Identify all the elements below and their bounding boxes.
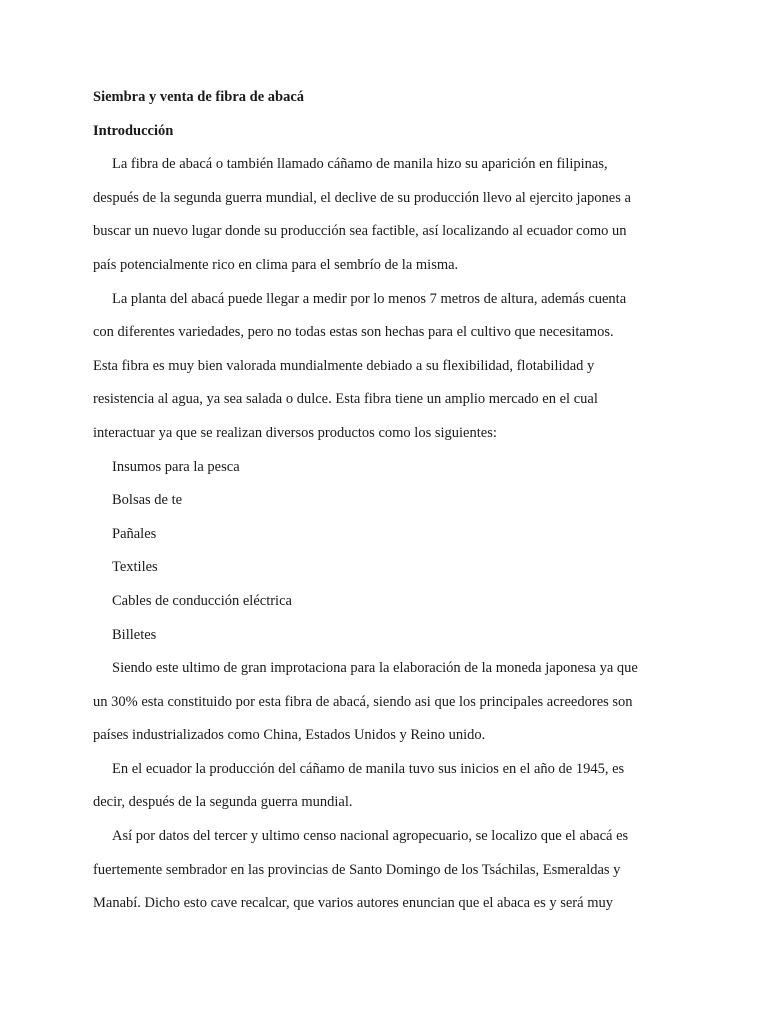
paragraph-line: país potencialmente rico en clima para el sembrío de la misma. (93, 256, 459, 273)
document-body (93, 86, 673, 926)
paragraph-line: Manabí. Dicho esto cave recalcar, que varios autores enuncian que el abaca es y será muy (93, 895, 613, 912)
paragraph-line: interactuar ya que se realizan diversos productos como los siguientes: (93, 424, 497, 441)
list-item: Bolsas de te (112, 492, 183, 509)
list-item: Billetes (112, 626, 157, 643)
paragraph-line: países industrializados como China, Estados Unidos y Reino unido. (93, 727, 486, 744)
paragraph-line: decir, después de la segunda guerra mundial. (93, 794, 353, 811)
paragraph-line: Siendo este ultimo de gran improtaciona para la elaboración de la moneda japonesa ya que (112, 660, 638, 677)
paragraph-line: Esta fibra es muy bien valorada mundialmente debiado a su flexibilidad, flotabilidad y (93, 357, 595, 374)
paragraph-line: Así por datos del tercer y ultimo censo nacional agropecuario, se localizo que el abacá es (112, 828, 629, 845)
paragraph-line: con diferentes variedades, pero no todas estas son hechas para el cultivo que necesitamos. (93, 324, 614, 341)
list-item: Insumos para la pesca (112, 458, 240, 475)
section-heading: Introducción (93, 122, 174, 139)
list-item: Cables de conducción eléctrica (112, 592, 292, 609)
list-item: Textiles (112, 559, 158, 576)
paragraph-line: La fibra de abacá o también llamado cáñamo de manila hizo su aparición en filipinas, (112, 156, 608, 173)
paragraph-line: fuertemente sembrador en las provincias de Santo Domingo de los Tsáchilas, Esmeraldas y (93, 861, 621, 878)
paragraph-line: después de la segunda guerra mundial, el declive de su producción llevo al ejercito japones a (93, 189, 631, 206)
paragraph-line: resistencia al agua, ya sea salada o dulce. Esta fibra tiene un amplio mercado en el cual (93, 391, 598, 408)
document-title: Siembra y venta de fibra de abacá (93, 89, 305, 105)
paragraph-line: En el ecuador la producción del cáñamo de manila tuvo sus inicios en el año de 1945, es (112, 760, 625, 777)
paragraph-line: un 30% esta constituido por esta fibra de abacá, siendo asi que los principales acreedores son (93, 693, 633, 710)
list-item: Pañales (112, 525, 157, 542)
paragraph-line: La planta del abacá puede llegar a medir por lo menos 7 metros de altura, además cuenta (112, 290, 627, 307)
paragraph-line: buscar un nuevo lugar donde su producción sea factible, así localizando al ecuador como un (93, 223, 627, 240)
